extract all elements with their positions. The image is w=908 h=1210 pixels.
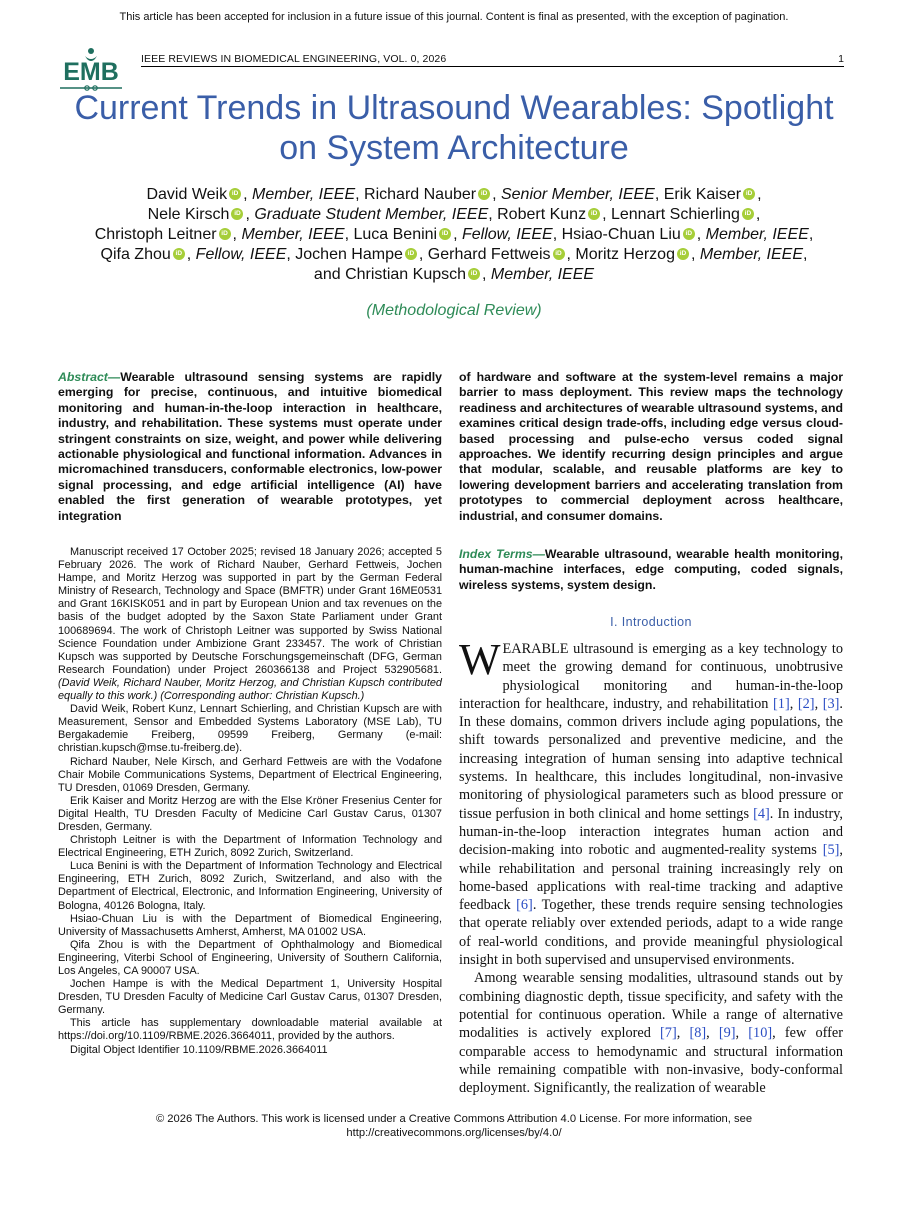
author-name: Richard Nauber	[364, 186, 477, 203]
abstract-left	[58, 370, 442, 524]
orcid-icon[interactable]: iD	[219, 228, 231, 240]
footnote-affiliation: Luca Benini is with the Department of Information Technology and Electrical Engineering, ETH Zurich, 8092 Zurich, Switzerland, and also with the Department of Electrical, Electronic, and Information Engineering, University of Bologna, 40126 Bologna, Italy.	[58, 860, 442, 912]
footnote-affiliation: Hsiao-Chuan Liu is with the Department of Biomedical Engineering, University of Massachusetts Amherst, Amherst, MA 01002 USA.	[58, 912, 442, 938]
license-link[interactable]: http://creativecommons.org/licenses/by/4.0/	[346, 1127, 562, 1139]
orcid-icon[interactable]: iD	[173, 248, 185, 260]
license-text: © 2026 The Authors. This work is licensed under a Creative Commons Attribution 4.0 License. For more information, see	[155, 1113, 753, 1125]
author-name: Jochen Hampe	[295, 246, 403, 263]
orcid-icon[interactable]: iD	[405, 248, 417, 260]
footnote-affiliation: Christoph Leitner is with the Department of Information Technology and Electrical Engineering, ETH Zurich, 8092 Zurich, Switzerland.	[58, 834, 442, 860]
citation-link[interactable]: [5]	[822, 842, 840, 859]
license-notice	[0, 1112, 908, 1140]
section-heading-introduction: I. Introduction	[610, 615, 692, 629]
orcid-icon[interactable]: iD	[439, 228, 451, 240]
citation-link[interactable]: [3]	[822, 695, 840, 712]
paragraph-text: . Together, these trends require sensing technologies that operate reliably over extended periods, adapt to a wide range of real-world conditions, and provide meaningful physiological insight in both supervised and unsupervised environments.	[459, 897, 843, 969]
index-terms	[459, 547, 843, 593]
paragraph	[459, 969, 843, 1097]
author-role: Member, IEEE	[699, 246, 804, 263]
footnote-contribution-note: (David Weik, Richard Nauber, Moritz Herzog, and Christian Kupsch contributed equally to this work.) (Corresponding author: Christian Kupsch.)	[58, 676, 442, 703]
paragraph-text: . In these domains, common drivers include aging populations, the shift towards personalized and preventive medicine, and the increasing integration of human sensing into adaptive technical systems. In healthcare, this includes longitudinal, non-invasive monitoring of physiological parameters such as blood pressure or tissue perfusion in both clinical and home settings	[459, 695, 843, 822]
author-role: Member, IEEE	[705, 226, 809, 243]
author-name: Luca Benini	[353, 226, 438, 243]
author-name: Christoph Leitner	[94, 226, 217, 243]
paragraph-text: ,	[789, 695, 798, 712]
author-name: David Weik	[146, 186, 228, 203]
citation-link[interactable]: [9]	[718, 1025, 736, 1042]
author-name: Gerhard Fettweis	[427, 246, 551, 263]
author-name: Nele Kirsch	[147, 206, 230, 223]
footnote-supplementary: This article has supplementary downloadable material available at https://doi.org/10.1109/RBME.2026.3664011, provided by the authors.	[58, 1017, 442, 1043]
citation-link[interactable]: [2]	[797, 695, 815, 712]
citation-link[interactable]: [6]	[516, 897, 533, 914]
footnote-affiliation: David Weik, Robert Kunz, Lennart Schierling, and Christian Kupsch are with Measurement, Sensor and Embedded Systems Laboratory (MSE Lab), TU Bergakademie Freiberg, 09599 Freiberg, Germany (e-mail: christian.kupsch@mse.tu-freiberg.de).	[58, 703, 442, 755]
author-role: Fellow, IEEE	[462, 226, 553, 243]
orcid-icon[interactable]: iD	[231, 208, 243, 220]
footnote-affiliation: Qifa Zhou is with the Department of Ophthalmology and Biomedical Engineering, Viterbi School of Engineering, University of Southern California, Los Angeles, CA 90007 USA.	[58, 938, 442, 977]
author-role: Graduate Student Member, IEEE	[254, 206, 489, 223]
paragraph-text: . In industry, human-in-the-loop interaction integrates human action and decision-making into robotic and augmented-reality systems	[459, 805, 843, 859]
author-role: Fellow, IEEE	[195, 246, 287, 263]
emb-logo-text: EMB	[63, 58, 119, 86]
index-terms-label: Index Terms—	[459, 547, 545, 561]
author-and: and	[313, 266, 346, 283]
orcid-icon[interactable]: iD	[683, 228, 695, 240]
author-name: Hsiao-Chuan Liu	[561, 226, 681, 243]
footnote-manuscript	[58, 546, 442, 703]
paragraph-text: ,	[706, 1025, 719, 1042]
orcid-icon[interactable]: iD	[588, 208, 600, 220]
paragraph-text: ,	[735, 1025, 749, 1042]
abstract-label: Abstract—	[58, 370, 121, 384]
author-name: Lennart Schierling	[610, 206, 740, 223]
citation-link[interactable]: [10]	[748, 1025, 773, 1042]
paragraph-text: , while rehabilitation and personal training increasingly rely on home-based applications with real-time tracking and adaptive feedback	[459, 842, 843, 914]
footnote-manuscript-text: Manuscript received 17 October 2025; revised 18 January 2026; accepted 5 February 2026. The work of Richard Nauber, Gerhard Fettweis, Jochen Hampe, and Moritz Herzog was supported in part by the German Federal Ministry of Research, Technology and Space (BMFTR) under Grant 16ME0531 and Grant 16KISK051 and in part by European Union and tax revenues on the basis of the budget adopted by the Saxon State Parliament under Grant 100689694. The work of Christoph Leitner was supported by Swiss National Science Foundation under Ambizione Grant 233457. The work of Christian Kupsch was supported by Deutsche Forschungsgemeinschaft (DFG, German Research Foundation) under Project 260366138 and Project 532905681.	[58, 546, 442, 676]
paragraph-text: , few offer comparable access to hemodynamic and structural information while remaining compatible with non-invasive, body-conformal deployment. Significantly, the realization of wearable	[459, 1025, 843, 1097]
footnotes	[58, 546, 442, 1057]
footnote-affiliation: Richard Nauber, Nele Kirsch, and Gerhard Fettweis are with the Vodafone Chair Mobile Communications Systems, Department of Electrical Engineering, TU Dresden, 01069 Dresden, Germany.	[58, 755, 442, 794]
orcid-icon[interactable]: iD	[677, 248, 689, 260]
review-type: (Methodological Review)	[366, 302, 542, 319]
emb-logo	[56, 46, 126, 94]
paragraph	[459, 635, 843, 969]
orcid-icon[interactable]: iD	[478, 188, 490, 200]
paragraph-text: EARABLE ultrasound is emerging as a key technology to meet the growing demand for continuous, unobtrusive physiological monitoring and human-in-the-loop interaction for healthcare, industry, and rehabilitation	[459, 641, 843, 712]
drop-cap: W	[459, 635, 501, 684]
author-name: Qifa Zhou	[100, 246, 171, 263]
paragraph-text: ,	[676, 1025, 690, 1042]
citation-link[interactable]: [1]	[773, 695, 790, 712]
author-list: David Weik iD , Member, IEEE, Richard Nauber iD , Senior Member, IEEE, Erik Kaiser iD , Nele Kirsch iD , Graduate Student Member, IEEE, Robert Kunz iD , Lennart Schierling iD , Christoph Leitner iD , Member, IEEE, Luca Benini iD , Fellow, IEEE, Hsiao-Chuan Liu iD , Member, IEEE, Qifa Zhou iD , Fellow, IEEE, Jochen Hampe iD , Gerhard Fettweis iD , Moritz Herzog iD , Member, IEEE, and Christian Kupsch iD , Member, IEEE	[94, 186, 814, 283]
author-name: Christian Kupsch	[345, 266, 467, 283]
citation-link[interactable]: [7]	[660, 1025, 677, 1042]
introduction-body	[459, 635, 843, 1097]
orcid-icon[interactable]: iD	[553, 248, 565, 260]
paragraph-text: ,	[814, 695, 823, 712]
orcid-icon[interactable]: iD	[743, 188, 755, 200]
orcid-icon[interactable]: iD	[742, 208, 754, 220]
page-number: 1	[838, 53, 844, 65]
abstract-right: of hardware and software at the system-level remains a major barrier to mass deployment. This review maps the technology readiness and architectures of wearable ultrasound systems, and examines critical design trade-offs, including edge versus cloud-based processing and pulse-echo versus coded signal approaches. We identify recurring design principles and argue that modular, scalable, and reusable platforms are key to lowering development barriers and accelerating translation from prototypes to commercial deployment across healthcare, industrial, and consumer domains.	[459, 370, 843, 523]
abstract-text-left: Wearable ultrasound sensing systems are rapidly emerging for precise, continuous, and intuitive biomedical monitoring and human-in-the-loop interaction in healthcare, industry, and rehabilitation. These systems must operate under stringent constraints on size, weight, and power while delivering actionable physiological and functional information. Advances in micromachined transducers, conformable electronics, low-power signal processing, and edge artificial intelligence (AI) have enabled the first generation of wearable prototypes, yet integration	[58, 370, 442, 523]
author-name: Erik Kaiser	[663, 186, 742, 203]
footnote-affiliation: Erik Kaiser and Moritz Herzog are with the Else Kröner Fresenius Center for Digital Health, TU Dresden Faculty of Medicine Carl Gustav Carus, 01307 Dresden, Germany.	[58, 794, 442, 833]
paragraph-text: Among wearable sensing modalities, ultrasound stands out by combining diagnostic depth, tissue specificity, and safety with the potential for continuous operation. While a range of alternative modalities is actively explored	[459, 970, 843, 1042]
citation-link[interactable]: [4]	[753, 805, 770, 822]
author-role: Member, IEEE	[241, 226, 345, 243]
footnote-affiliation: Jochen Hampe is with the Medical Department 1, University Hospital Dresden, TU Dresden Faculty of Medicine Carl Gustav Carus, 01307 Dresden, Germany.	[58, 978, 442, 1017]
header-rule	[141, 66, 844, 67]
orcid-icon[interactable]: iD	[468, 268, 480, 280]
index-terms-text: Wearable ultrasound, wearable health monitoring, human-machine interfaces, edge computing, coded signals, wireless systems, system design.	[459, 547, 843, 592]
acceptance-notice: This article has been accepted for inclusion in a future issue of this journal. Content is final as presented, with the exception of pagination.	[119, 11, 789, 23]
author-role: Senior Member, IEEE	[500, 186, 655, 203]
orcid-icon[interactable]: iD	[229, 188, 241, 200]
footnote-doi: Digital Object Identifier 10.1109/RBME.2026.3664011	[70, 1043, 328, 1056]
journal-header: IEEE REVIEWS IN BIOMEDICAL ENGINEERING, VOL. 0, 2026	[141, 53, 447, 65]
citation-link[interactable]: [8]	[689, 1025, 707, 1042]
author-role: Member, IEEE	[490, 266, 595, 283]
author-name: Robert Kunz	[497, 206, 587, 223]
paper-title: Current Trends in Ultrasound Wearables: Spotlight on System Architecture	[74, 89, 834, 167]
author-name: Moritz Herzog	[575, 246, 675, 263]
author-role: Member, IEEE	[251, 186, 356, 203]
